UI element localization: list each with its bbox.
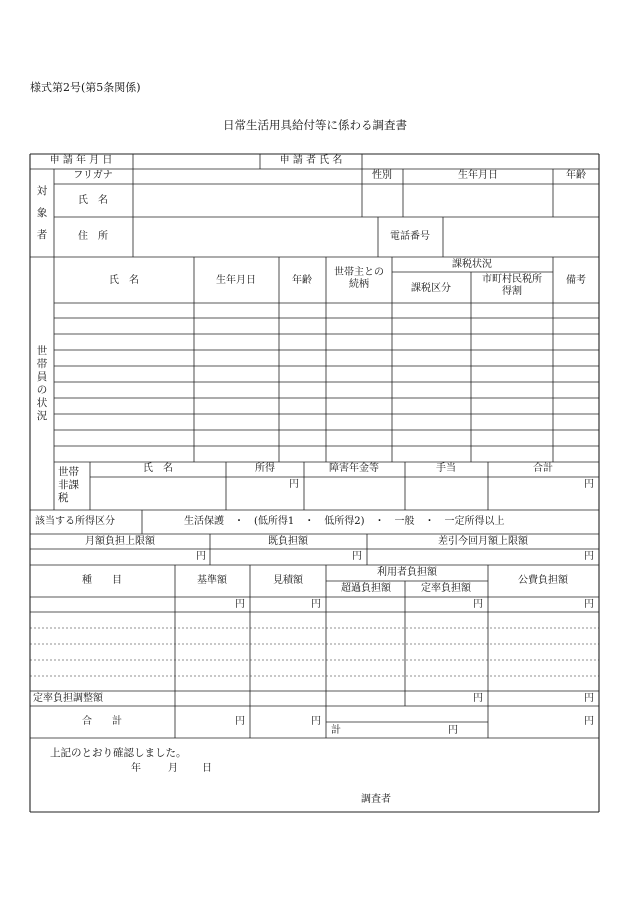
monthly-limit-yen: 円 — [196, 551, 206, 562]
cost-estimate-header: 見積額 — [273, 575, 303, 586]
income-class-label: 該当する所得区分 — [35, 516, 115, 527]
phone-label: 電話番号 — [390, 231, 430, 242]
subtotal-label: 計 — [331, 725, 341, 736]
adjust-public-yen: 円 — [584, 693, 594, 704]
existing-burden-yen: 円 — [352, 551, 362, 562]
furigana-label: フリガナ — [73, 170, 113, 181]
cost-public-yen: 円 — [584, 599, 594, 610]
address-label: 住 所 — [78, 231, 108, 242]
total-label: 合 計 — [82, 716, 122, 727]
remaining-limit-label: 差引今回月額上限額 — [438, 536, 528, 547]
cost-item-header: 種 目 — [82, 575, 122, 586]
monthly-limit-label: 月額負担上限額 — [85, 536, 155, 547]
total-public-yen: 円 — [584, 716, 594, 727]
hh-tax-class-header: 課税区分 — [411, 283, 451, 294]
confirm-day: 日 — [202, 763, 212, 774]
hh-notes-header: 備考 — [566, 275, 586, 286]
age-label: 年齢 — [566, 170, 586, 181]
cost-estimate-yen: 円 — [311, 599, 321, 610]
investigator-label: 調査者 — [361, 794, 391, 805]
total-standard-yen: 円 — [235, 716, 245, 727]
confirm-text: 上記のとおり確認しました。 — [50, 747, 187, 759]
cost-public-header: 公費負担額 — [518, 575, 568, 586]
total-estimate-yen: 円 — [311, 716, 321, 727]
cost-excess-header: 超過負担額 — [341, 583, 391, 594]
hh-birth-header: 生年月日 — [216, 275, 256, 286]
hh-relation-header: 世帯主との続柄 — [334, 267, 384, 290]
form-number: 様式第2号(第5条関係) — [30, 81, 141, 94]
hh-name-header: 氏 名 — [109, 275, 139, 286]
confirm-year: 年 — [131, 763, 141, 774]
cost-standard-header: 基準額 — [197, 575, 227, 586]
existing-burden-label: 既負担額 — [268, 536, 308, 547]
cost-fixed-rate-yen: 円 — [473, 599, 483, 610]
cost-standard-yen: 円 — [235, 599, 245, 610]
hh-tax-status-header: 課税状況 — [452, 259, 492, 270]
gender-label: 性別 — [372, 170, 392, 181]
subtotal-yen: 円 — [448, 725, 458, 736]
document-title: 日常生活用具給付等に係わる調査書 — [223, 118, 407, 132]
confirm-month: 月 — [168, 763, 178, 774]
subject-label: 対象者 — [36, 185, 48, 241]
birthdate-label: 生年月日 — [458, 170, 498, 181]
apply-date-label: 申 請 年 月 日 — [49, 155, 113, 166]
cost-user-burden-header: 利用者負担額 — [377, 567, 437, 578]
nontax-label: 世帯非課税 — [58, 466, 79, 504]
household-label: 世帯員の状況 — [36, 345, 48, 422]
nt-name-header: 氏 名 — [143, 463, 173, 474]
remaining-limit-yen: 円 — [584, 551, 594, 562]
nt-income-header: 所得 — [255, 463, 275, 474]
income-class-options: 生活保護 ・ (低所得1 ・ 低所得2) ・ 一般 ・ 一定所得以上 — [184, 516, 505, 527]
nt-income-yen: 円 — [289, 479, 299, 490]
name-label: 氏 名 — [78, 195, 108, 206]
nt-total-yen: 円 — [584, 479, 594, 490]
adjust-fixed-yen: 円 — [473, 693, 483, 704]
nt-allowance-header: 手当 — [436, 463, 456, 474]
adjust-label: 定率負担調整額 — [33, 693, 103, 704]
hh-age-header: 年齢 — [292, 275, 312, 286]
hh-municipal-tax-header: 市町村民税所得割 — [482, 274, 542, 297]
applicant-name-label: 申 請 者 氏 名 — [279, 155, 343, 166]
nt-pension-header: 障害年金等 — [329, 463, 379, 474]
cost-fixed-rate-header: 定率負担額 — [421, 583, 471, 594]
nt-total-header: 合計 — [533, 463, 553, 474]
